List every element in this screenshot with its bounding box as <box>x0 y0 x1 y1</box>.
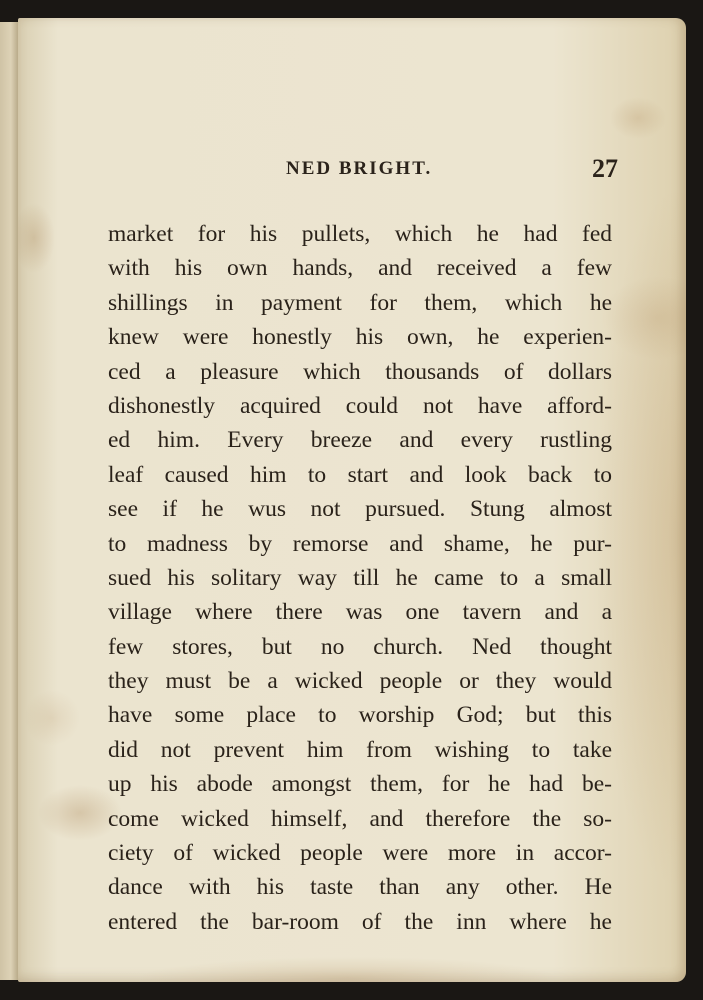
text-line: ciety of wicked people were more in accor- <box>108 840 612 867</box>
text-line: with his own hands, and received a few <box>108 255 612 282</box>
text-line: sued his solitary way till he came to a small <box>108 564 612 591</box>
text-line: market for his pullets, which he had fed <box>108 221 612 247</box>
text-line: ed him. Every breeze and every rustling <box>108 427 612 454</box>
text-line: up his abode amongst them, for he had be- <box>108 771 612 798</box>
text-line: see if he wus not pursued. Stung almost <box>108 496 612 523</box>
text-line: have some place to worship God; but this <box>108 702 612 729</box>
text-line: village where there was one tavern and a <box>108 599 612 626</box>
text-line: leaf caused him to start and look back to <box>108 461 612 488</box>
text-line: dishonestly acquired could not have afford- <box>108 392 612 419</box>
page-number: 27 <box>592 154 618 183</box>
body-text <box>108 217 612 939</box>
text-line: few stores, but no church. Ned thought <box>108 633 612 660</box>
text-line: did not prevent him from wishing to take <box>108 736 612 763</box>
text-line: knew were honestly his own, he experien- <box>108 324 612 351</box>
text-line: come wicked himself, and therefore the so- <box>108 805 612 832</box>
text-line: they must be a wicked people or they would <box>108 668 612 695</box>
text-line: shillings in payment for them, which he <box>108 289 612 316</box>
text-line: ced a pleasure which thousands of dollars <box>108 358 612 385</box>
book-page <box>18 18 686 982</box>
running-head: NED BRIGHT. <box>286 158 433 179</box>
text-line: to madness by remorse and shame, he pur- <box>108 530 612 557</box>
text-line: dance with his taste than any other. He <box>108 874 612 901</box>
text-line: entered the bar-room of the inn where he <box>108 908 612 935</box>
facing-page-edge <box>0 22 19 980</box>
